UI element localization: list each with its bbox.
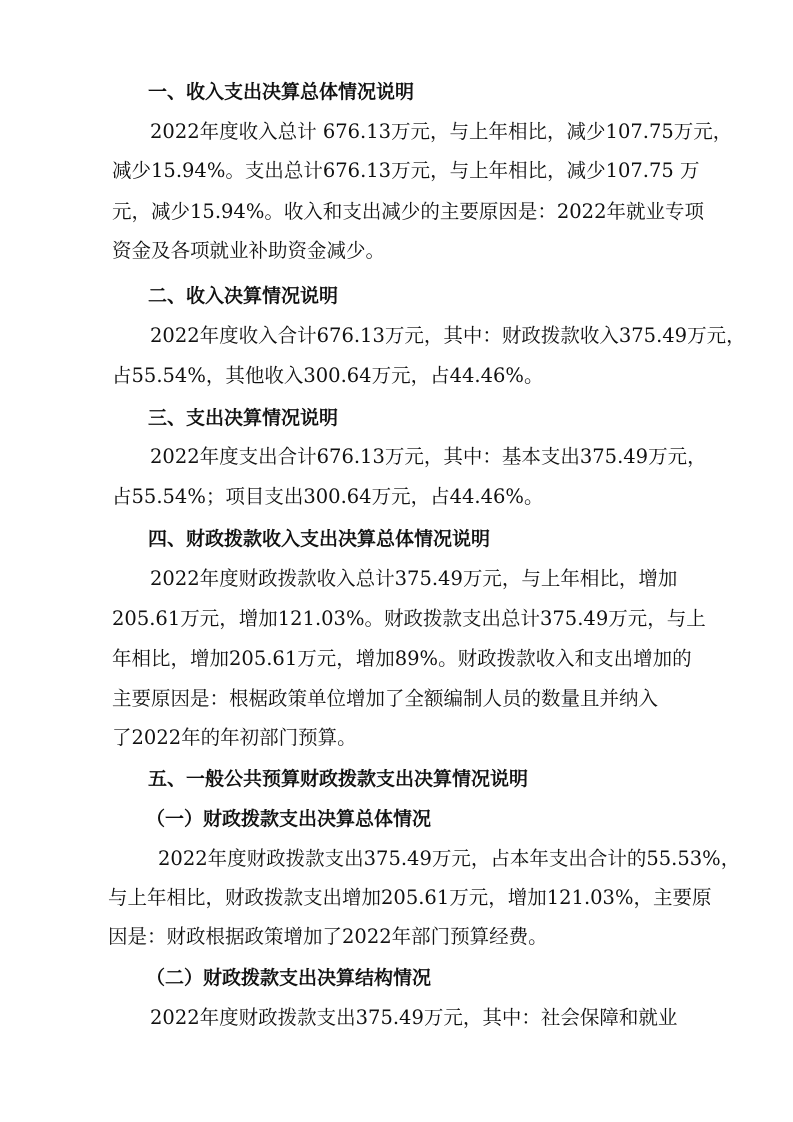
section-3-line-1: 2022年度支出合计676.13万元，其中：基本支出375.49万元， [150, 445, 707, 468]
section-4-line-3: 年相比，增加205.61万元，增加89%。财政拨款收入和支出增加的 [112, 647, 692, 670]
section-1-line-3: 元，减少15.94%。收入和支出减少的主要原因是：2022年就业专项 [112, 200, 704, 223]
section-2-line-1: 2022年度收入合计676.13万元，其中：财政拨款收入375.49万元， [150, 324, 746, 347]
section-2-heading: 二、收入决算情况说明 [148, 285, 339, 307]
subsection-1-line-3: 因是：财政根据政策增加了2022年部门预算经费。 [108, 925, 548, 948]
section-1-heading: 一、收入支出决算总体情况说明 [148, 81, 415, 103]
subsection-2-heading: （二）财政拨款支出决算结构情况 [146, 967, 432, 989]
section-1-line-2: 减少15.94%。支出总计676.13万元，与上年相比，减少107.75 万 [112, 159, 700, 182]
subsection-1-line-1: 2022年度财政拨款支出375.49万元，占本年支出合计的55.53%， [158, 847, 741, 870]
section-3-heading: 三、支出决算情况说明 [148, 407, 339, 429]
section-1-line-1: 2022年度收入总计 676.13万元，与上年相比，减少107.75万元， [150, 120, 733, 143]
section-3-line-2: 占55.54%；项目支出300.64万元，占44.46%。 [112, 485, 544, 508]
section-4-heading: 四、财政拨款收入支出决算总体情况说明 [148, 528, 491, 550]
subsection-2-line-1: 2022年度财政拨款支出375.49万元，其中：社会保障和就业 [150, 1006, 678, 1029]
section-1-line-4: 资金及各项就业补助资金减少。 [112, 239, 386, 262]
section-2-line-2: 占55.54%，其他收入300.64万元，占44.46%。 [112, 364, 544, 387]
section-5-heading: 五、一般公共预算财政拨款支出决算情况说明 [148, 768, 529, 790]
section-4-line-1: 2022年度财政拨款收入总计375.49万元，与上年相比，增加 [150, 567, 678, 590]
section-4-line-2: 205.61万元，增加121.03%。财政拨款支出总计375.49万元，与上 [112, 607, 706, 630]
section-4-line-5: 了2022年的年初部门预算。 [112, 726, 357, 749]
subsection-1-heading: （一）财政拨款支出决算总体情况 [146, 808, 432, 830]
subsection-1-line-2: 与上年相比，财政拨款支出增加205.61万元，增加121.03%，主要原 [108, 886, 712, 909]
section-4-line-4: 主要原因是：根椐政策单位增加了全额编制人员的数量且并纳入 [112, 687, 659, 710]
